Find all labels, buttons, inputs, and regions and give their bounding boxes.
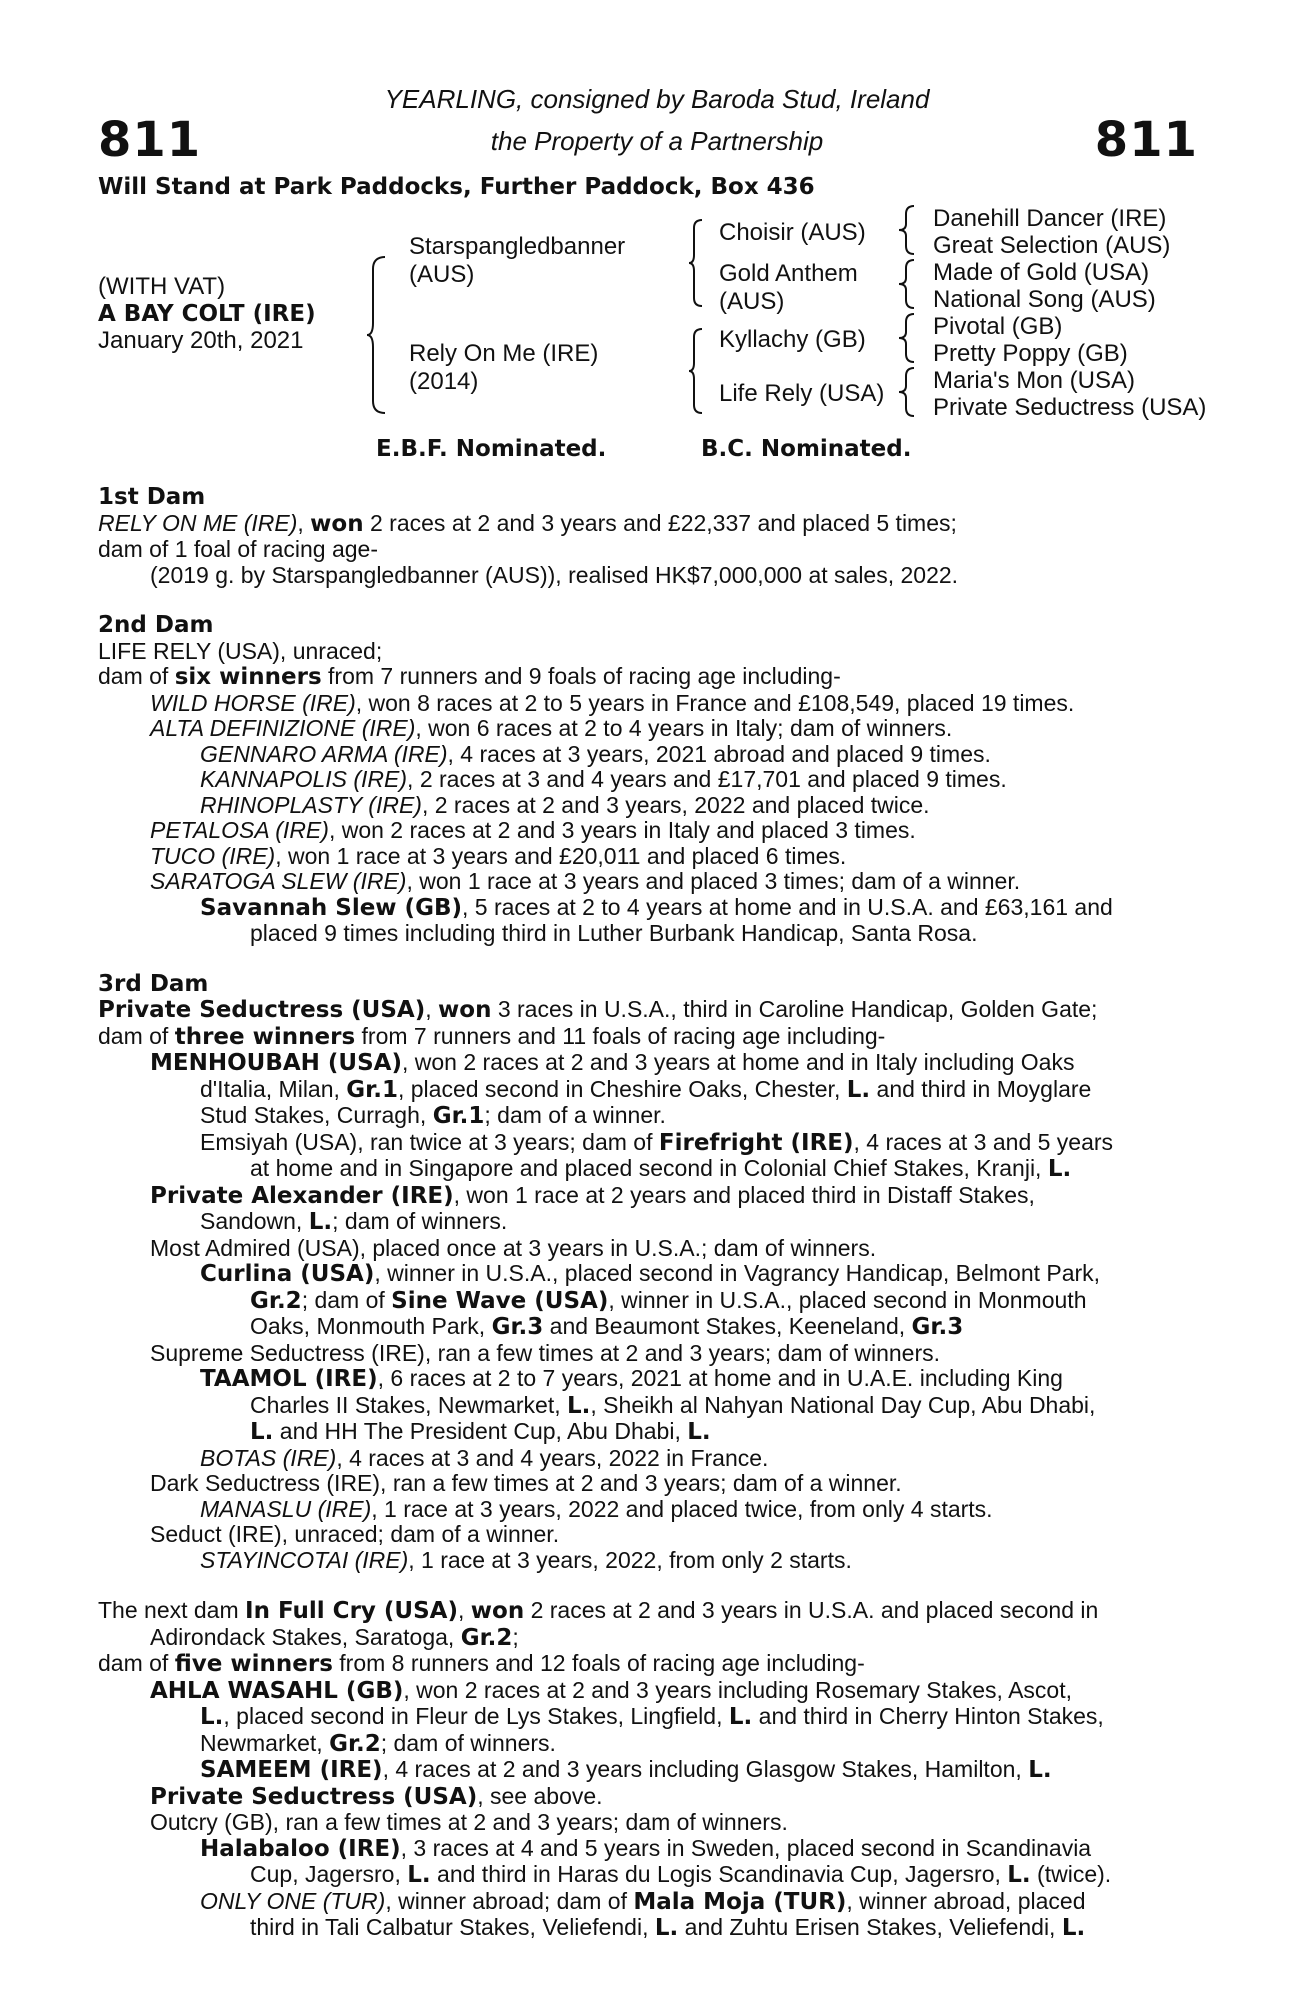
list-item-cont: L., placed second in Fleur de Lys Stakes, Lingfield, L. and third in Cherry Hinton Stakes, [200,1703,1104,1730]
list-item: Supreme Seductress (IRE), ran a few times at 2 and 3 years; dam of winners. [150,1339,941,1366]
third-dam-title: 3rd Dam [98,970,209,997]
list-item: SAMEEM (IRE), 4 races at 2 and 3 years including Glasgow Stakes, Hamilton, L. [200,1756,1052,1783]
lot-number-right: 811 [1094,112,1198,168]
ggp-7: Maria's Mon (USA) [933,367,1135,394]
ggp-1: Danehill Dancer (IRE) [933,205,1167,232]
brace-gold-anthem [897,258,917,310]
list-item: BOTAS (IRE), 4 races at 3 and 4 years, 2022 in France. [200,1444,769,1471]
list-item: Halabaloo (IRE), 3 races at 4 and 5 years in Sweden, placed second in Scandinavia [200,1834,1092,1862]
list-item-cont: Newmarket, Gr.2; dam of winners. [200,1729,556,1757]
list-item: RHINOPLASTY (IRE), 2 races at 2 and 3 years, 2022 and placed twice. [200,791,930,818]
lot-number-left: 811 [98,112,202,168]
ggp-5: Pivotal (GB) [933,313,1063,340]
third-dam-line: Private Seductress (USA), won 3 races in U.S.A., third in Caroline Handicap, Golden Gate; [98,996,1098,1023]
list-item: STAYINCOTAI (IRE), 1 race at 3 years, 2022, from only 2 starts. [200,1546,852,1573]
ggp-8: Private Seductress (USA) [933,394,1207,421]
bc-nominated: B.C. Nominated. [701,436,912,462]
pedigree-brace-dam [687,327,705,415]
list-item: Private Seductress (USA), see above. [150,1782,603,1810]
brace-life-rely [897,366,917,418]
list-item: WILD HORSE (IRE), won 8 races at 2 to 5 years in France and £108,549, placed 19 times. [150,689,1075,716]
list-item: KANNAPOLIS (IRE), 2 races at 3 and 4 years and £17,701 and placed 9 times. [200,766,1007,792]
list-item: AHLA WASAHL (GB), won 2 races at 2 and 3 years including Rosemary Stakes, Ascot, [150,1676,1072,1704]
first-dam-foals: dam of 1 foal of racing age- [98,536,378,562]
list-item: Emsiyah (USA), ran twice at 3 years; dam of Firefright (IRE), 4 races at 3 and 5 years [200,1128,1114,1156]
list-item: Most Admired (USA), placed once at 3 years in U.S.A.; dam of winners. [150,1234,877,1261]
next-dam-summary: dam of five winners from 8 runners and 12 foals of racing age including- [98,1650,865,1677]
first-dam-name: RELY ON ME (IRE) [98,509,298,536]
ggp-3: Made of Gold (USA) [933,259,1150,286]
list-item: Savannah Slew (GB), 5 races at 2 to 4 years at home and in U.S.A. and £63,161 and [200,893,1113,921]
list-item: TUCO (IRE), won 1 race at 3 years and £20,011 and placed 6 times. [150,842,847,869]
list-item: Outcry (GB), ran a few times at 2 and 3 years; dam of winners. [150,1809,788,1835]
second-dam-title: 2nd Dam [98,612,214,638]
list-item: Curlina (USA), winner in U.S.A., placed second in Vagrancy Handicap, Belmont Park, [200,1260,1101,1287]
catalogue-body [98,485,1208,1942]
list-item: Dark Seductress (IRE), ran a few times at 2 and 3 years; dam of a winner. [150,1470,902,1496]
pedigree-brace-main [365,255,389,415]
next-dam-cont: Adirondack Stakes, Saratoga, Gr.2; [150,1623,519,1651]
list-item: MENHOUBAH (USA), won 2 races at 2 and 3 years at home and in Italy including Oaks [150,1049,1075,1076]
list-item: PETALOSA (IRE), won 2 races at 2 and 3 years in Italy and placed 3 times. [150,817,916,843]
foaling-date: January 20th, 2021 [98,327,304,354]
list-item-cont: Cup, Jagersro, L. and third in Haras du Logis Scandinavia Cup, Jagersro, L. (twice). [250,1861,1112,1888]
list-item-cont: Stud Stakes, Curragh, Gr.1; dam of a winner. [200,1102,666,1129]
list-item-cont: d'Italia, Milan, Gr.1, placed second in Cheshire Oaks, Chester, L. and third in Moyglare [200,1075,1092,1103]
first-dam-line: RELY ON ME (IRE), won 2 races at 2 and 3 years and £22,337 and placed 5 times; [98,509,957,537]
list-item-cont: Sandown, L.; dam of winners. [200,1208,508,1235]
dam-sire: Kyllachy (GB) [719,326,866,353]
list-item: TAAMOL (IRE), 6 races at 2 to 7 years, 2021 at home and in U.A.E. including King [200,1365,1063,1392]
third-dam-summary: dam of three winners from 7 runners and 11 foals of racing age including- [98,1022,886,1050]
list-item-cont: L. and HH The President Cup, Abu Dhabi, L. [250,1418,711,1445]
first-dam-produce: (2019 g. by Starspangledbanner (AUS)), realised HK$7,000,000 at sales, 2022. [150,561,959,588]
dam-name: Rely On Me (IRE) (2014) [409,340,599,395]
list-item: ALTA DEFINIZIONE (IRE), won 6 races at 2 to 4 years in Italy; dam of winners. [150,715,953,741]
list-item-cont: at home and in Singapore and placed second in Colonial Chief Stakes, Kranji, L. [250,1155,1072,1182]
list-item-cont: Gr.2; dam of Sine Wave (USA), winner in U.S.A., placed second in Monmouth [250,1286,1087,1314]
list-item: Seduct (IRE), unraced; dam of a winner. [150,1521,560,1547]
dam-dam: Life Rely (USA) [719,380,885,407]
first-dam-title: 1st Dam [98,484,206,510]
pedigree-brace-sire [687,218,705,308]
list-item: Private Alexander (IRE), won 1 race at 2 years and placed third in Distaff Stakes, [150,1181,1035,1209]
ebf-nominated: E.B.F. Nominated. [376,436,607,462]
list-item-cont: placed 9 times including third in Luther Burbank Handicap, Santa Rosa. [250,920,978,946]
ggp-6: Pretty Poppy (GB) [933,340,1128,367]
list-item-cont: third in Tali Calbatur Stakes, Veliefendi, L. and Zuhtu Erisen Stakes, Veliefendi, L. [250,1914,1086,1941]
consignor-line: YEARLING, consigned by Baroda Stud, Ireland [384,84,930,114]
second-dam-summary: dam of six winners from 7 runners and 9 foals of racing age including- [98,663,841,690]
ggp-2: Great Selection (AUS) [933,232,1171,259]
brace-choisir [897,204,917,256]
brace-kyllachy [897,312,917,364]
list-item: MANASLU (IRE), 1 race at 3 years, 2022 and placed twice, from only 4 starts. [200,1495,993,1522]
horse-name: A BAY COLT (IRE) [98,301,316,327]
vat-label: (WITH VAT) [98,273,226,300]
sire-name: Starspangledbanner (AUS) [409,233,626,288]
list-item: GENNARO ARMA (IRE), 4 races at 3 years, 2021 abroad and placed 9 times. [200,740,991,767]
sire-dam: Gold Anthem (AUS) [719,260,858,315]
list-item: ONLY ONE (TUR), winner abroad; dam of Mala Moja (TUR), winner abroad, placed [200,1887,1086,1915]
list-item-cont: Oaks, Monmouth Park, Gr.3 and Beaumont Stakes, Keeneland, Gr.3 [250,1313,964,1340]
first-dam-won: won [310,510,364,537]
property-line: the Property of a Partnership [490,126,824,156]
ggp-4: National Song (AUS) [933,286,1156,313]
next-dam-line: The next dam In Full Cry (USA), won 2 races at 2 and 3 years in U.S.A. and placed second in [98,1597,1099,1624]
first-dam-text: 2 races at 2 and 3 years and £22,337 and placed 5 times; [363,509,957,536]
stand-location: Will Stand at Park Paddocks, Further Paddock, Box 436 [98,174,815,200]
second-dam-line: LIFE RELY (USA), unraced; [98,637,383,664]
list-item-cont: Charles II Stakes, Newmarket, L., Sheikh al Nahyan National Day Cup, Abu Dhabi, [250,1391,1096,1419]
sire-sire: Choisir (AUS) [719,219,866,246]
list-item: SARATOGA SLEW (IRE), won 1 race at 3 years and placed 3 times; dam of a winner. [150,868,1021,894]
